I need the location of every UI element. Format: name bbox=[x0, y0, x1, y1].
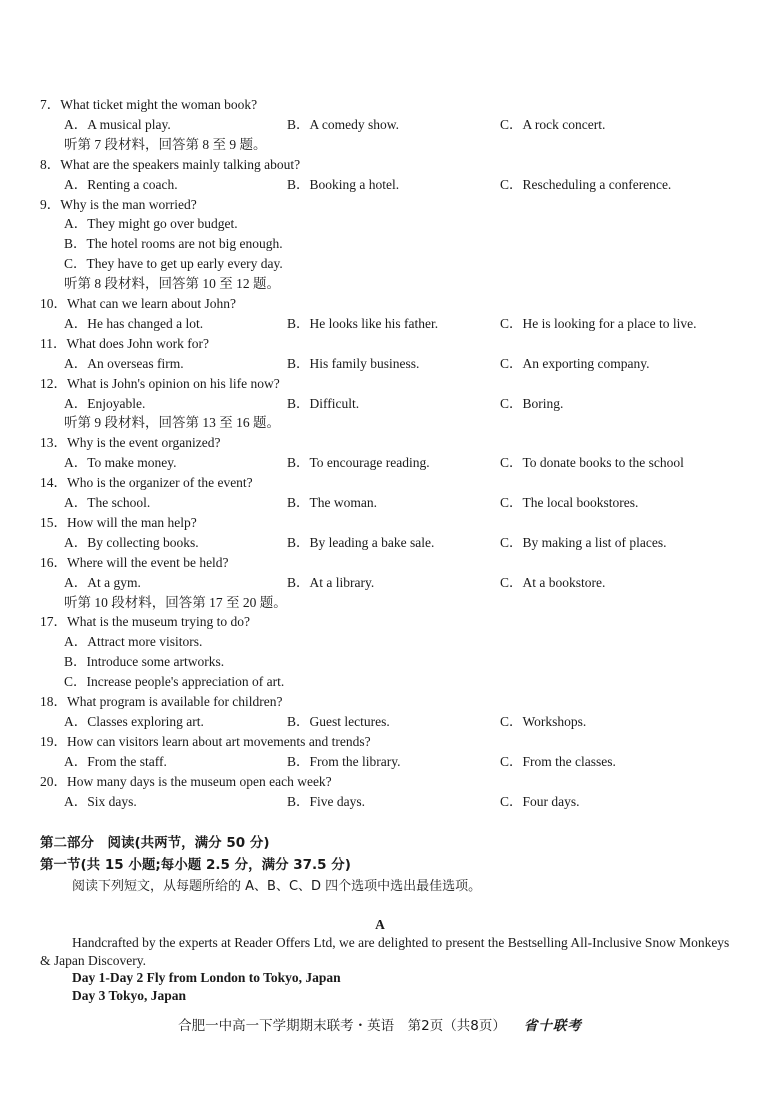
question-stem: 9．Why is the man worried? bbox=[40, 196, 197, 212]
stacked-option: A．They might go over budget. bbox=[64, 216, 238, 232]
listening-material-header: 听第 7 段材料，回答第 8 至 9 题。 bbox=[64, 136, 267, 152]
option-a: A．Six days. bbox=[64, 793, 137, 809]
option-c: C．To donate books to the school bbox=[500, 455, 684, 471]
option-a: A．He has changed a lot. bbox=[64, 315, 204, 331]
option-c: C．Four days. bbox=[500, 793, 580, 809]
question-stem: 18．What program is available for children? bbox=[40, 694, 283, 709]
option-b: B．The woman. bbox=[287, 495, 377, 510]
listening-material-header: 听第 8 段材料，回答第 10 至 12 题。 bbox=[64, 276, 280, 292]
footer-text: 合肥一中高一下学期期末联考・英语 第2页（共8页） bbox=[178, 1018, 506, 1034]
footer-stamp: 省十联考 bbox=[523, 1018, 582, 1034]
passage-label: A bbox=[375, 917, 385, 932]
question-stem: 11．What does John work for? bbox=[40, 335, 209, 351]
question-stem: 14．Who is the organizer of the event? bbox=[40, 475, 253, 491]
option-a: A．From the staff. bbox=[64, 753, 167, 769]
option-b: B．A comedy show. bbox=[287, 116, 399, 132]
option-b: B．At a library. bbox=[287, 574, 375, 590]
question-stem: 13．Why is the event organized? bbox=[40, 435, 221, 451]
question-stem: 15．How will the man help? bbox=[40, 514, 197, 530]
option-c: C．Workshops. bbox=[500, 713, 587, 729]
option-a: A．To make money. bbox=[64, 455, 177, 471]
stacked-option: C．They have to get up early every day. bbox=[64, 256, 283, 272]
option-c: C．Boring. bbox=[500, 395, 564, 411]
option-c: C．At a bookstore. bbox=[500, 574, 606, 590]
option-a: A．Enjoyable. bbox=[64, 395, 146, 411]
option-b: B．Five days. bbox=[287, 793, 366, 809]
option-b: B．By leading a bake sale. bbox=[287, 534, 435, 550]
question-stem: 12．What is John's opinion on his life now? bbox=[40, 375, 280, 391]
itinerary-day1: Day 1-Day 2 Fly from London to Tokyo, Japan bbox=[72, 970, 341, 985]
option-a: A．At a gym. bbox=[64, 574, 141, 590]
option-b: B．His family business. bbox=[287, 355, 420, 371]
question-stem: 20．How many days is the museum open each week? bbox=[40, 773, 332, 789]
itinerary-day3: Day 3 Tokyo, Japan bbox=[72, 988, 187, 1003]
option-c: C．Rescheduling a conference. bbox=[500, 176, 672, 192]
question-stem: 16．Where will the event be held? bbox=[40, 554, 229, 570]
stacked-option: C．Increase people's appreciation of art. bbox=[64, 674, 285, 690]
passage-paragraph: Handcrafted by the experts at Reader Offers Ltd, we are delighted to present the Bestselling All-Inclusive Snow Monkeys & Japan Discovery. bbox=[40, 935, 730, 968]
question-stem: 10．What can we learn about John? bbox=[40, 296, 237, 311]
question-stem: 7．What ticket might the woman book? bbox=[40, 97, 258, 112]
listening-material-header: 听第 9 段材料，回答第 13 至 16 题。 bbox=[64, 415, 280, 431]
option-b: B．Difficult. bbox=[287, 395, 360, 411]
reading-instruction: 阅读下列短文，从每题所给的 A、B、C、D 四个选项中选出最佳选项。 bbox=[72, 879, 482, 894]
option-c: C．He is looking for a place to live. bbox=[500, 315, 697, 331]
option-a: A．An overseas firm. bbox=[64, 355, 184, 371]
question-stem: 19．How can visitors learn about art movements and trends? bbox=[40, 733, 371, 749]
stacked-option: A．Attract more visitors. bbox=[64, 634, 203, 650]
option-b: B．Booking a hotel. bbox=[287, 176, 400, 192]
option-b: B．Guest lectures. bbox=[287, 713, 390, 729]
option-b: B．To encourage reading. bbox=[287, 455, 430, 471]
listening-material-header: 听第 10 段材料，回答第 17 至 20 题。 bbox=[64, 594, 287, 610]
option-a: A．Classes exploring art. bbox=[64, 713, 204, 729]
option-a: A．By collecting books. bbox=[64, 534, 199, 550]
option-c: C．By making a list of places. bbox=[500, 534, 667, 550]
question-stem: 8．What are the speakers mainly talking about? bbox=[40, 156, 301, 172]
option-a: A．A musical play. bbox=[64, 116, 171, 132]
option-b: B．He looks like his father. bbox=[287, 315, 439, 331]
option-c: C．The local bookstores. bbox=[500, 495, 639, 510]
stacked-option: B．Introduce some artworks. bbox=[64, 654, 225, 670]
page-footer bbox=[0, 1017, 760, 1035]
part2-title: 第二部分 阅读(共两节，满分 50 分) bbox=[40, 835, 270, 851]
option-c: C．From the classes. bbox=[500, 753, 616, 769]
question-stem: 17．What is the museum trying to do? bbox=[40, 614, 250, 630]
section1-title: 第一节(共 15 小题;每小题 2.5 分，满分 37.5 分) bbox=[40, 857, 351, 873]
option-a: A．Renting a coach. bbox=[64, 176, 178, 192]
option-b: B．From the library. bbox=[287, 753, 401, 769]
option-c: C．An exporting company. bbox=[500, 355, 650, 371]
option-a: A．The school. bbox=[64, 495, 151, 510]
option-c: C．A rock concert. bbox=[500, 116, 606, 132]
stacked-option: B．The hotel rooms are not big enough. bbox=[64, 236, 283, 252]
